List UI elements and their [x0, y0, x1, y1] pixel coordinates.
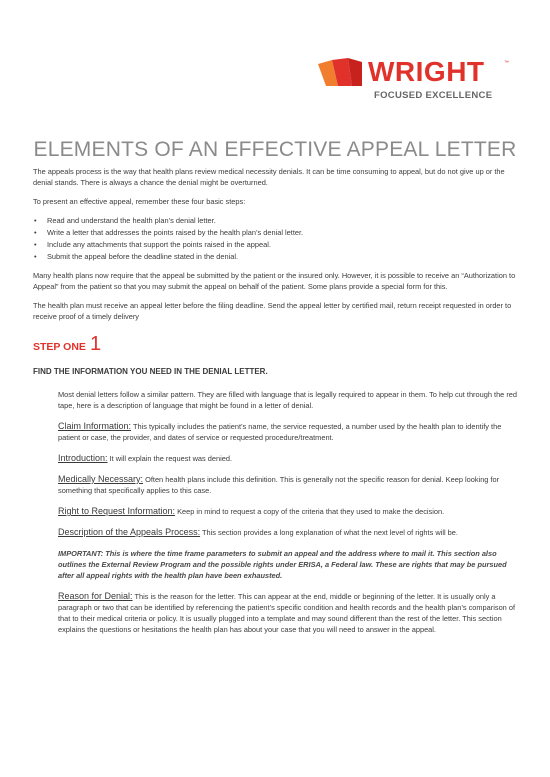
page-title: ELEMENTS OF AN EFFECTIVE APPEAL LETTER	[33, 138, 517, 161]
important-note: IMPORTANT: This is where the time frame parameters to submit an appeal and the address where to mail it. This section also outlines the External Review Program and the possible rights under ERISA, a Federal law. These are rights that may be pursued after all appeal rights with the health plan have been exhausted.	[58, 549, 507, 580]
wright-logo	[318, 56, 518, 106]
list-item-text: Write a letter that addresses the points raised by the health plan’s denial letter.	[47, 228, 304, 237]
step-one-header	[33, 334, 521, 356]
bullet-icon: •	[34, 216, 37, 225]
section-text: Keep in mind to request a copy of the criteria that they used to make the decision.	[175, 507, 445, 516]
list-item-text: Read and understand the health plan’s denial letter.	[47, 216, 216, 225]
list-item-text: Submit the appeal before the deadline stated in the denial.	[47, 252, 239, 261]
bullet-icon: •	[34, 228, 37, 237]
step-heading: FIND THE INFORMATION YOU NEED IN THE DENIAL LETTER.	[33, 367, 268, 376]
section-text: It will explain the request was denied.	[107, 454, 233, 463]
list-item-text: Include any attachments that support the points raised in the appeal.	[47, 240, 271, 249]
list-item	[33, 239, 521, 250]
intro-paragraph-4: The health plan must receive an appeal letter before the filing deadline. Send the appeal letter by certified mail, return receipt requested in order to receive proof of a timely delivery	[33, 301, 512, 321]
section-text: Often health plans include this definition. This is generally not the specific reason for denial. Keep looking for something that specifically applies to this case.	[58, 475, 500, 495]
section-appeals-process	[58, 527, 521, 538]
section-term: Claim Information:	[58, 421, 132, 431]
section-reason-for-denial	[58, 591, 521, 635]
section-term: Description of the Appeals Process:	[58, 527, 201, 537]
section-text: This typically includes the patient’s name, the service requested, a number used by the health plan to identify the patient or case, the provider, and dates of service or requested procedure/treatment.	[58, 422, 502, 442]
section-text: This is the reason for the letter. This can appear at the end, middle or beginning of the letter. It is usually only a paragraph or two that can be identified by referencing the patient’s specific condition and health records and the health plan’s comparison of that to their medical criteria or policy. It is usually plugged into a template and may sound different than the rest of the letter. This section explains the questions or hesitations the health plan has about your case that you will need to answer in the appeal.	[58, 592, 516, 634]
list-item	[33, 227, 521, 238]
step-label: STEP ONE	[33, 341, 86, 353]
section-claim-information	[58, 421, 521, 443]
document-body	[33, 166, 521, 645]
wright-logo-mark-icon	[318, 58, 362, 86]
section-text: This section provides a long explanation of what the next level of rights will be.	[200, 528, 458, 537]
guide-lead: Most denial letters follow a similar pattern. They are filled with language that is legally required to appear in them. To help cut through the red tape, here is a description of language that might be found in a letter of denial.	[58, 390, 518, 410]
bullet-icon: •	[34, 252, 37, 261]
intro-paragraph-2: To present an effective appeal, remember these four basic steps:	[33, 197, 246, 206]
section-right-to-request	[58, 506, 521, 517]
list-item	[33, 215, 521, 226]
section-introduction	[58, 453, 521, 464]
logo-wordmark: WRIGHT	[368, 56, 485, 87]
logo-tagline: FOCUSED EXCELLENCE	[374, 90, 493, 101]
intro-paragraph-1: The appeals process is the way that health plans review medical necessity denials. It can be time consuming to appeal, but do not give up or the denial stands. There is always a chance the denial might be overturned.	[33, 167, 505, 187]
section-term: Right to Request Information:	[58, 506, 176, 516]
step-number: 1	[90, 333, 102, 355]
section-medically-necessary	[58, 474, 521, 496]
intro-paragraph-3: Many health plans now require that the appeal be submitted by the patient or the insured only. However, it is possible to receive an “Authorization to Appeal” from the patient so that you may submit the appeal on behalf of the patient. Some plans provide a special form for this.	[33, 271, 516, 291]
section-term: Medically Necessary:	[58, 474, 144, 484]
section-term: Introduction:	[58, 453, 108, 463]
bullet-icon: •	[34, 240, 37, 249]
section-term: Reason for Denial:	[58, 591, 133, 601]
logo-trademark: ™	[504, 60, 509, 66]
basic-steps-list	[33, 215, 521, 262]
list-item	[33, 251, 521, 262]
denial-letter-guide	[33, 389, 521, 635]
